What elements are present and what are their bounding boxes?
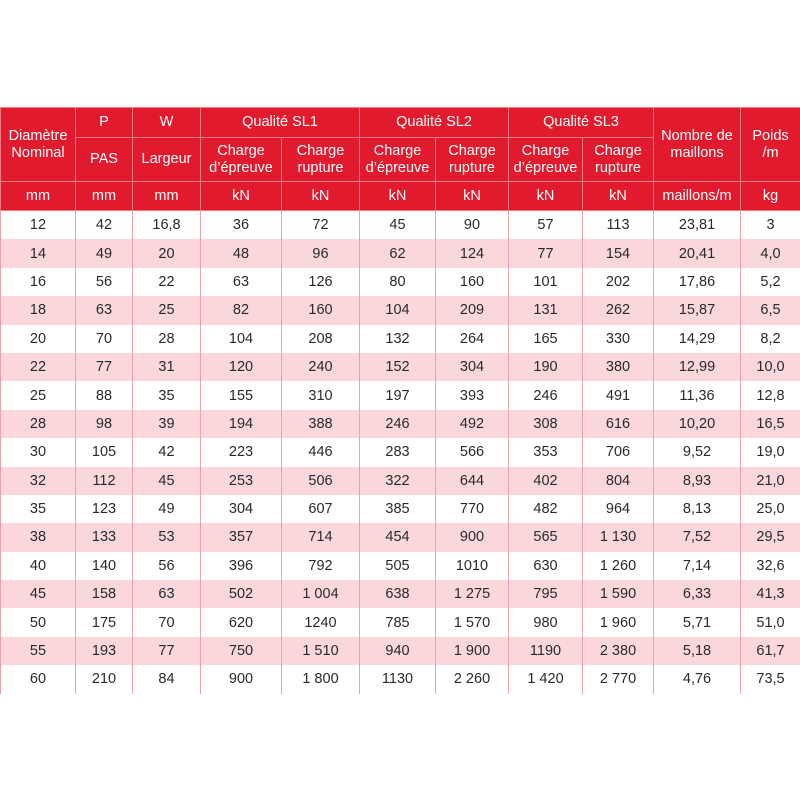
table-cell: 16,8 xyxy=(133,211,201,240)
table-cell: 28 xyxy=(1,410,76,438)
table-cell: 72 xyxy=(282,211,360,240)
table-cell: 357 xyxy=(201,523,282,551)
table-cell: 770 xyxy=(436,495,509,523)
table-cell: 17,86 xyxy=(654,268,741,296)
table-cell: 194 xyxy=(201,410,282,438)
table-cell: 77 xyxy=(133,637,201,665)
table-cell: 4,76 xyxy=(654,665,741,693)
table-cell: 101 xyxy=(509,268,583,296)
header-links-line1: Nombre de xyxy=(661,127,733,144)
table-cell: 140 xyxy=(76,552,133,580)
table-cell: 396 xyxy=(201,552,282,580)
table-cell: 82 xyxy=(201,296,282,324)
table-cell: 49 xyxy=(76,239,133,267)
table-cell: 120 xyxy=(201,353,282,381)
table-cell: 900 xyxy=(201,665,282,693)
table-cell: 706 xyxy=(583,438,654,466)
header-weight-line2: /m xyxy=(762,144,779,161)
table-cell: 84 xyxy=(133,665,201,693)
table-cell: 5,2 xyxy=(741,268,800,296)
table-cell: 502 xyxy=(201,580,282,608)
table-cell: 7,14 xyxy=(654,552,741,580)
table-cell: 12,99 xyxy=(654,353,741,381)
table-cell: 1 510 xyxy=(282,637,360,665)
header-sl3-proof-line1: Charge xyxy=(521,142,570,159)
table-cell: 638 xyxy=(360,580,436,608)
table-cell: 5,71 xyxy=(654,608,741,636)
table-cell: 980 xyxy=(509,608,583,636)
header-sl1-proof-load xyxy=(201,138,282,182)
table-cell: 940 xyxy=(360,637,436,665)
table-cell: 900 xyxy=(436,523,509,551)
table-cell: 1 275 xyxy=(436,580,509,608)
table-cell: 10,0 xyxy=(741,353,800,381)
table-row xyxy=(1,296,800,324)
header-sl2-proof-load xyxy=(360,138,436,182)
table-cell: 1 420 xyxy=(509,665,583,693)
table-cell: 25 xyxy=(1,381,76,409)
table-row xyxy=(1,211,800,240)
table-cell: 126 xyxy=(282,268,360,296)
table-cell: 48 xyxy=(201,239,282,267)
table-cell: 630 xyxy=(509,552,583,580)
table-cell: 77 xyxy=(509,239,583,267)
header-weight xyxy=(741,108,800,182)
table-cell: 19,0 xyxy=(741,438,800,466)
table-cell: 96 xyxy=(282,239,360,267)
table-cell: 175 xyxy=(76,608,133,636)
table-cell: 63 xyxy=(201,268,282,296)
table-cell: 80 xyxy=(360,268,436,296)
table-cell: 792 xyxy=(282,552,360,580)
table-cell: 16 xyxy=(1,268,76,296)
table-row xyxy=(1,580,800,608)
table-cell: 253 xyxy=(201,467,282,495)
table-cell: 492 xyxy=(436,410,509,438)
table-cell: 454 xyxy=(360,523,436,551)
table-cell: 750 xyxy=(201,637,282,665)
table-cell: 10,20 xyxy=(654,410,741,438)
header-sl3-break-line2: rupture xyxy=(595,159,641,176)
table-cell: 491 xyxy=(583,381,654,409)
table-cell: 133 xyxy=(76,523,133,551)
table-cell: 152 xyxy=(360,353,436,381)
table-cell: 223 xyxy=(201,438,282,466)
table-cell: 105 xyxy=(76,438,133,466)
header-w: W xyxy=(133,108,201,138)
table-cell: 616 xyxy=(583,410,654,438)
table-cell: 804 xyxy=(583,467,654,495)
table-cell: 283 xyxy=(360,438,436,466)
table-cell: 2 380 xyxy=(583,637,654,665)
table-cell: 482 xyxy=(509,495,583,523)
header-weight-line1: Poids xyxy=(752,127,789,144)
table-cell: 90 xyxy=(436,211,509,240)
table-cell: 964 xyxy=(583,495,654,523)
table-cell: 5,18 xyxy=(654,637,741,665)
header-sl2-proof-line1: Charge xyxy=(373,142,422,159)
table-cell: 1190 xyxy=(509,637,583,665)
table-cell: 51,0 xyxy=(741,608,800,636)
table-cell: 8,13 xyxy=(654,495,741,523)
table-cell: 155 xyxy=(201,381,282,409)
header-sl3-break-line1: Charge xyxy=(594,142,642,159)
unit-cell: kN xyxy=(360,182,436,211)
table-cell: 45 xyxy=(1,580,76,608)
table-cell: 25,0 xyxy=(741,495,800,523)
table-cell: 113 xyxy=(583,211,654,240)
table-cell: 20,41 xyxy=(654,239,741,267)
table-cell: 63 xyxy=(76,296,133,324)
table-row xyxy=(1,608,800,636)
header-sl2-break-line1: Charge xyxy=(448,142,496,159)
table-cell: 22 xyxy=(1,353,76,381)
table-cell: 197 xyxy=(360,381,436,409)
header-sl1-break-load xyxy=(282,138,360,182)
header-sl2-proof-line2: d’épreuve xyxy=(365,159,430,176)
table-cell: 123 xyxy=(76,495,133,523)
table-cell: 42 xyxy=(76,211,133,240)
table-cell: 28 xyxy=(133,325,201,353)
table-cell: 154 xyxy=(583,239,654,267)
table-cell: 55 xyxy=(1,637,76,665)
table-cell: 1 570 xyxy=(436,608,509,636)
unit-cell: kN xyxy=(509,182,583,211)
table-cell: 322 xyxy=(360,467,436,495)
table-cell: 62 xyxy=(360,239,436,267)
table-cell: 210 xyxy=(76,665,133,693)
table-cell: 165 xyxy=(509,325,583,353)
table-cell: 714 xyxy=(282,523,360,551)
table-cell: 1 004 xyxy=(282,580,360,608)
table-cell: 446 xyxy=(282,438,360,466)
table-cell: 160 xyxy=(436,268,509,296)
table-cell: 49 xyxy=(133,495,201,523)
table-row xyxy=(1,665,800,693)
chain-spec-table-wrapper xyxy=(0,107,800,694)
table-cell: 1 960 xyxy=(583,608,654,636)
table-cell: 98 xyxy=(76,410,133,438)
table-cell: 73,5 xyxy=(741,665,800,693)
header-links-line2: maillons xyxy=(670,144,724,161)
table-cell: 1 900 xyxy=(436,637,509,665)
table-cell: 20 xyxy=(1,325,76,353)
table-cell: 1240 xyxy=(282,608,360,636)
table-cell: 308 xyxy=(509,410,583,438)
table-cell: 35 xyxy=(133,381,201,409)
table-cell: 42 xyxy=(133,438,201,466)
unit-cell: kN xyxy=(583,182,654,211)
unit-cell: mm xyxy=(133,182,201,211)
table-row xyxy=(1,381,800,409)
table-cell: 353 xyxy=(509,438,583,466)
table-cell: 1130 xyxy=(360,665,436,693)
header-quality-sl1: Qualité SL1 xyxy=(201,108,360,138)
table-cell: 9,52 xyxy=(654,438,741,466)
table-cell: 380 xyxy=(583,353,654,381)
unit-cell: kN xyxy=(436,182,509,211)
table-cell: 14 xyxy=(1,239,76,267)
table-cell: 30 xyxy=(1,438,76,466)
table-cell: 104 xyxy=(360,296,436,324)
table-cell: 4,0 xyxy=(741,239,800,267)
table-cell: 35 xyxy=(1,495,76,523)
header-sl1-break-line2: rupture xyxy=(297,159,344,176)
table-cell: 70 xyxy=(133,608,201,636)
table-cell: 262 xyxy=(583,296,654,324)
table-cell: 20 xyxy=(133,239,201,267)
table-cell: 45 xyxy=(133,467,201,495)
header-p: P xyxy=(76,108,133,138)
table-cell: 77 xyxy=(76,353,133,381)
table-cell: 112 xyxy=(76,467,133,495)
table-cell: 131 xyxy=(509,296,583,324)
table-row xyxy=(1,467,800,495)
header-diameter xyxy=(1,108,76,182)
table-cell: 1 800 xyxy=(282,665,360,693)
table-cell: 61,7 xyxy=(741,637,800,665)
table-cell: 31 xyxy=(133,353,201,381)
table-cell: 566 xyxy=(436,438,509,466)
table-cell: 8,2 xyxy=(741,325,800,353)
table-cell: 644 xyxy=(436,467,509,495)
table-cell: 1 130 xyxy=(583,523,654,551)
table-cell: 11,36 xyxy=(654,381,741,409)
table-cell: 39 xyxy=(133,410,201,438)
table-cell: 23,81 xyxy=(654,211,741,240)
header-pas: PAS xyxy=(76,138,133,182)
unit-cell: mm xyxy=(76,182,133,211)
table-cell: 160 xyxy=(282,296,360,324)
table-cell: 393 xyxy=(436,381,509,409)
table-cell: 385 xyxy=(360,495,436,523)
unit-cell: mm xyxy=(1,182,76,211)
table-row xyxy=(1,410,800,438)
table-header xyxy=(1,108,800,211)
header-quality-sl3: Qualité SL3 xyxy=(509,108,654,138)
unit-cell: kg xyxy=(741,182,800,211)
table-cell: 36 xyxy=(201,211,282,240)
header-quality-sl2: Qualité SL2 xyxy=(360,108,509,138)
header-sl3-proof-line2: d’épreuve xyxy=(513,159,578,176)
table-cell: 304 xyxy=(201,495,282,523)
table-cell: 38 xyxy=(1,523,76,551)
table-cell: 70 xyxy=(76,325,133,353)
header-sl2-break-line2: rupture xyxy=(449,159,495,176)
table-cell: 209 xyxy=(436,296,509,324)
table-cell: 12 xyxy=(1,211,76,240)
header-largeur: Largeur xyxy=(133,138,201,182)
table-cell: 6,5 xyxy=(741,296,800,324)
table-cell: 620 xyxy=(201,608,282,636)
table-cell: 14,29 xyxy=(654,325,741,353)
table-cell: 53 xyxy=(133,523,201,551)
table-cell: 388 xyxy=(282,410,360,438)
table-row xyxy=(1,523,800,551)
table-cell: 104 xyxy=(201,325,282,353)
table-cell: 15,87 xyxy=(654,296,741,324)
table-row xyxy=(1,637,800,665)
table-cell: 88 xyxy=(76,381,133,409)
table-cell: 330 xyxy=(583,325,654,353)
table-row xyxy=(1,552,800,580)
table-cell: 7,52 xyxy=(654,523,741,551)
table-cell: 208 xyxy=(282,325,360,353)
table-cell: 795 xyxy=(509,580,583,608)
table-cell: 18 xyxy=(1,296,76,324)
table-cell: 190 xyxy=(509,353,583,381)
table-cell: 1010 xyxy=(436,552,509,580)
unit-cell: kN xyxy=(282,182,360,211)
header-sl1-proof-line1: Charge xyxy=(217,142,265,159)
table-row xyxy=(1,325,800,353)
table-cell: 505 xyxy=(360,552,436,580)
table-row xyxy=(1,239,800,267)
table-cell: 246 xyxy=(360,410,436,438)
table-cell: 12,8 xyxy=(741,381,800,409)
table-cell: 785 xyxy=(360,608,436,636)
table-cell: 56 xyxy=(76,268,133,296)
table-cell: 158 xyxy=(76,580,133,608)
table-cell: 607 xyxy=(282,495,360,523)
table-cell: 45 xyxy=(360,211,436,240)
header-sl3-break-load xyxy=(583,138,654,182)
table-cell: 50 xyxy=(1,608,76,636)
header-diameter-line2: Nominal xyxy=(11,144,65,161)
table-cell: 565 xyxy=(509,523,583,551)
table-cell: 29,5 xyxy=(741,523,800,551)
table-row xyxy=(1,353,800,381)
table-cell: 22 xyxy=(133,268,201,296)
header-sl3-proof-load xyxy=(509,138,583,182)
table-cell: 56 xyxy=(133,552,201,580)
table-cell: 132 xyxy=(360,325,436,353)
chain-spec-table xyxy=(0,107,800,694)
table-cell: 32,6 xyxy=(741,552,800,580)
table-cell: 193 xyxy=(76,637,133,665)
table-cell: 2 260 xyxy=(436,665,509,693)
table-cell: 21,0 xyxy=(741,467,800,495)
header-links-count xyxy=(654,108,741,182)
table-cell: 41,3 xyxy=(741,580,800,608)
table-cell: 25 xyxy=(133,296,201,324)
table-cell: 304 xyxy=(436,353,509,381)
table-cell: 1 590 xyxy=(583,580,654,608)
table-cell: 63 xyxy=(133,580,201,608)
table-cell: 8,93 xyxy=(654,467,741,495)
table-cell: 264 xyxy=(436,325,509,353)
table-body xyxy=(1,211,800,694)
table-row xyxy=(1,495,800,523)
unit-cell: maillons/m xyxy=(654,182,741,211)
header-sl1-break-line1: Charge xyxy=(296,142,345,159)
table-cell: 16,5 xyxy=(741,410,800,438)
table-cell: 2 770 xyxy=(583,665,654,693)
table-cell: 240 xyxy=(282,353,360,381)
table-row xyxy=(1,438,800,466)
table-cell: 57 xyxy=(509,211,583,240)
table-cell: 3 xyxy=(741,211,800,240)
header-diameter-line1: Diamètre xyxy=(8,127,68,144)
table-row xyxy=(1,268,800,296)
table-cell: 60 xyxy=(1,665,76,693)
table-cell: 32 xyxy=(1,467,76,495)
table-cell: 40 xyxy=(1,552,76,580)
table-cell: 402 xyxy=(509,467,583,495)
table-cell: 1 260 xyxy=(583,552,654,580)
table-cell: 310 xyxy=(282,381,360,409)
unit-cell: kN xyxy=(201,182,282,211)
units-row xyxy=(1,182,800,211)
table-cell: 124 xyxy=(436,239,509,267)
table-cell: 202 xyxy=(583,268,654,296)
table-cell: 6,33 xyxy=(654,580,741,608)
table-cell: 246 xyxy=(509,381,583,409)
header-sl2-break-load xyxy=(436,138,509,182)
header-sl1-proof-line2: d’épreuve xyxy=(209,159,273,176)
table-cell: 506 xyxy=(282,467,360,495)
